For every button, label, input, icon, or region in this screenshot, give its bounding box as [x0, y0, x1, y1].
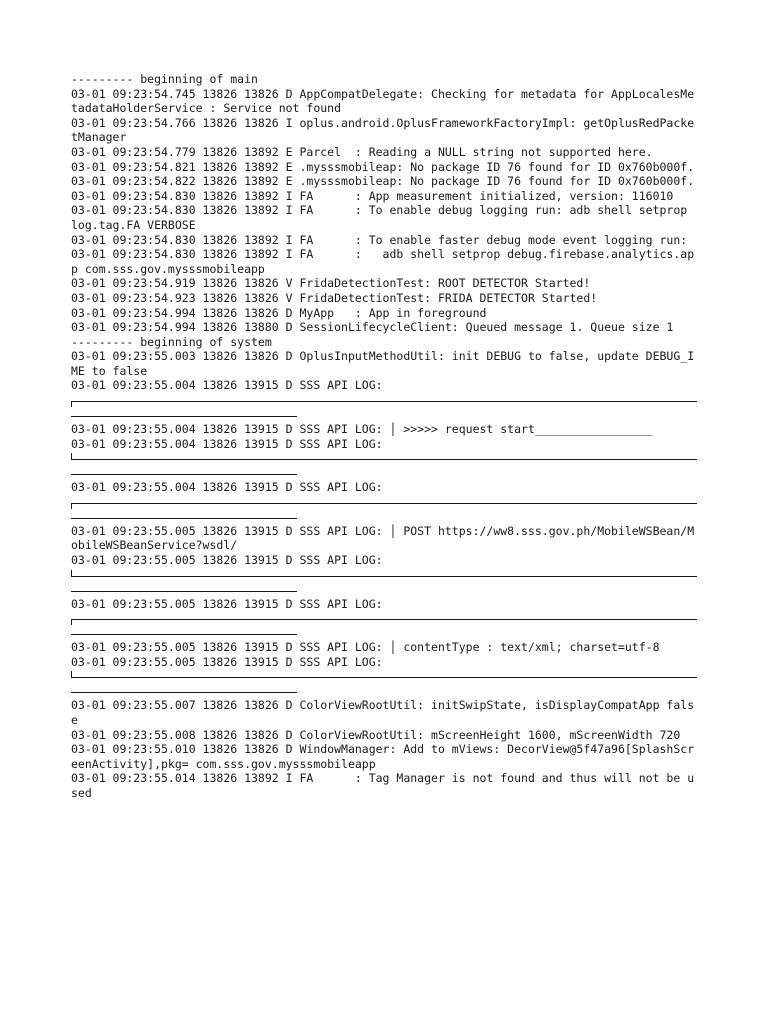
box-border-line: [71, 518, 297, 519]
box-top-border: [71, 611, 697, 640]
log-line: 03-01 09:23:55.005 13826 13915 D SSS API LOG:: [71, 553, 383, 568]
box-border-line: [71, 634, 297, 635]
log-line: 03-01 09:23:54.779 13826 13892 E Parcel : Reading a NULL string not supported here.: [71, 144, 653, 159]
box-bottom-border: [71, 669, 697, 698]
log-line: 03-01 09:23:54.745 13826 13826 D AppCompatDelegate: Checking for metadata for AppLocalesMetadataHolderService : Service not found: [71, 86, 695, 116]
log-line: 03-01 09:23:54.830 13826 13892 I FA : adb shell setprop debug.firebase.analytics.app com.sss.gov.mysssmobileapp: [71, 247, 695, 276]
box-border-line: [71, 591, 297, 592]
box-border-line: [71, 416, 297, 417]
box-border-line: [71, 459, 697, 460]
log-line: 03-01 09:23:54.766 13826 13826 I oplus.android.OplusFrameworkFactoryImpl: getOplusRedPacketManager: [71, 115, 695, 145]
log-line: 03-01 09:23:55.005 13826 13915 D SSS API LOG: │ contentType : text/xml; charset=utf-8: [71, 640, 660, 655]
box-top-border: [71, 393, 697, 422]
log-line: 03-01 09:23:54.830 13826 13892 I FA : To enable faster debug mode event logging run:: [71, 232, 688, 247]
box-border-line: [71, 401, 697, 402]
log-line: 03-01 09:23:55.005 13826 13915 D SSS API LOG:: [71, 654, 383, 669]
log-line: 03-01 09:23:54.994 13826 13826 D MyApp : App in foreground: [71, 305, 487, 320]
log-output: [71, 72, 697, 801]
box-border-line: [71, 576, 697, 577]
box-border-line: [71, 692, 297, 693]
box-border-line: [71, 474, 297, 475]
log-line: 03-01 09:23:55.010 13826 13826 D WindowManager: Add to mViews: DecorView@5f47a96[SplashScreenActivity],pkg= com.sss.gov.mysssmobileapp: [71, 742, 695, 771]
log-line: 03-01 09:23:55.008 13826 13826 D ColorViewRootUtil: mScreenHeight 1600, mScreenWidth 720: [71, 727, 681, 742]
log-line: 03-01 09:23:55.004 13826 13915 D SSS API LOG:: [71, 378, 383, 393]
log-line: 03-01 09:23:54.994 13826 13880 D SessionLifecycleClient: Queued message 1. Queue size 1: [71, 320, 674, 335]
log-line: 03-01 09:23:55.005 13826 13915 D SSS API LOG: │ POST https://ww8.sss.gov.ph/MobileWSBean/MobileWSBeanService?wsdl/: [71, 523, 695, 553]
log-line: 03-01 09:23:54.830 13826 13892 I FA : App measurement initialized, version: 116010: [71, 188, 674, 203]
log-line: 03-01 09:23:54.830 13826 13892 I FA : To enable debug logging run: adb shell setprop log.tag.FA VERBOSE: [71, 203, 695, 232]
log-line: 03-01 09:23:55.007 13826 13826 D ColorViewRootUtil: initSwipState, isDisplayCompatApp false: [71, 698, 695, 727]
log-line: 03-01 09:23:55.014 13826 13892 I FA : Tag Manager is not found and thus will not be used: [71, 771, 695, 800]
box-bottom-border: [71, 451, 697, 480]
box-border-line: [71, 677, 697, 678]
box-top-border: [71, 495, 697, 524]
log-line: 03-01 09:23:54.923 13826 13826 V FridaDetectionTest: FRIDA DETECTOR Started!: [71, 290, 598, 305]
log-line: 03-01 09:23:55.004 13826 13915 D SSS API LOG:: [71, 480, 383, 495]
box-border-line: [71, 619, 697, 620]
log-line: 03-01 09:23:55.004 13826 13915 D SSS API LOG: │ >>>>> request start_________________: [71, 422, 653, 437]
log-line: 03-01 09:23:54.919 13826 13826 V FridaDetectionTest: ROOT DETECTOR Started!: [71, 276, 591, 291]
log-line: --------- beginning of main: [71, 72, 258, 86]
box-border-line: [71, 503, 697, 504]
box-bottom-border: [71, 568, 697, 597]
log-line: 03-01 09:23:55.005 13826 13915 D SSS API LOG:: [71, 596, 383, 611]
log-line: 03-01 09:23:55.004 13826 13915 D SSS API LOG:: [71, 436, 383, 451]
log-line: --------- beginning of system: [71, 334, 272, 349]
log-line: 03-01 09:23:54.822 13826 13892 E .mysssmobileap: No package ID 76 found for ID 0x760b000f.: [71, 174, 695, 189]
log-line: 03-01 09:23:55.003 13826 13826 D OplusInputMethodUtil: init DEBUG to false, update DEBUG_IME to false: [71, 349, 695, 378]
log-line: 03-01 09:23:54.821 13826 13892 E .mysssmobileap: No package ID 76 found for ID 0x760b000f.: [71, 159, 695, 174]
